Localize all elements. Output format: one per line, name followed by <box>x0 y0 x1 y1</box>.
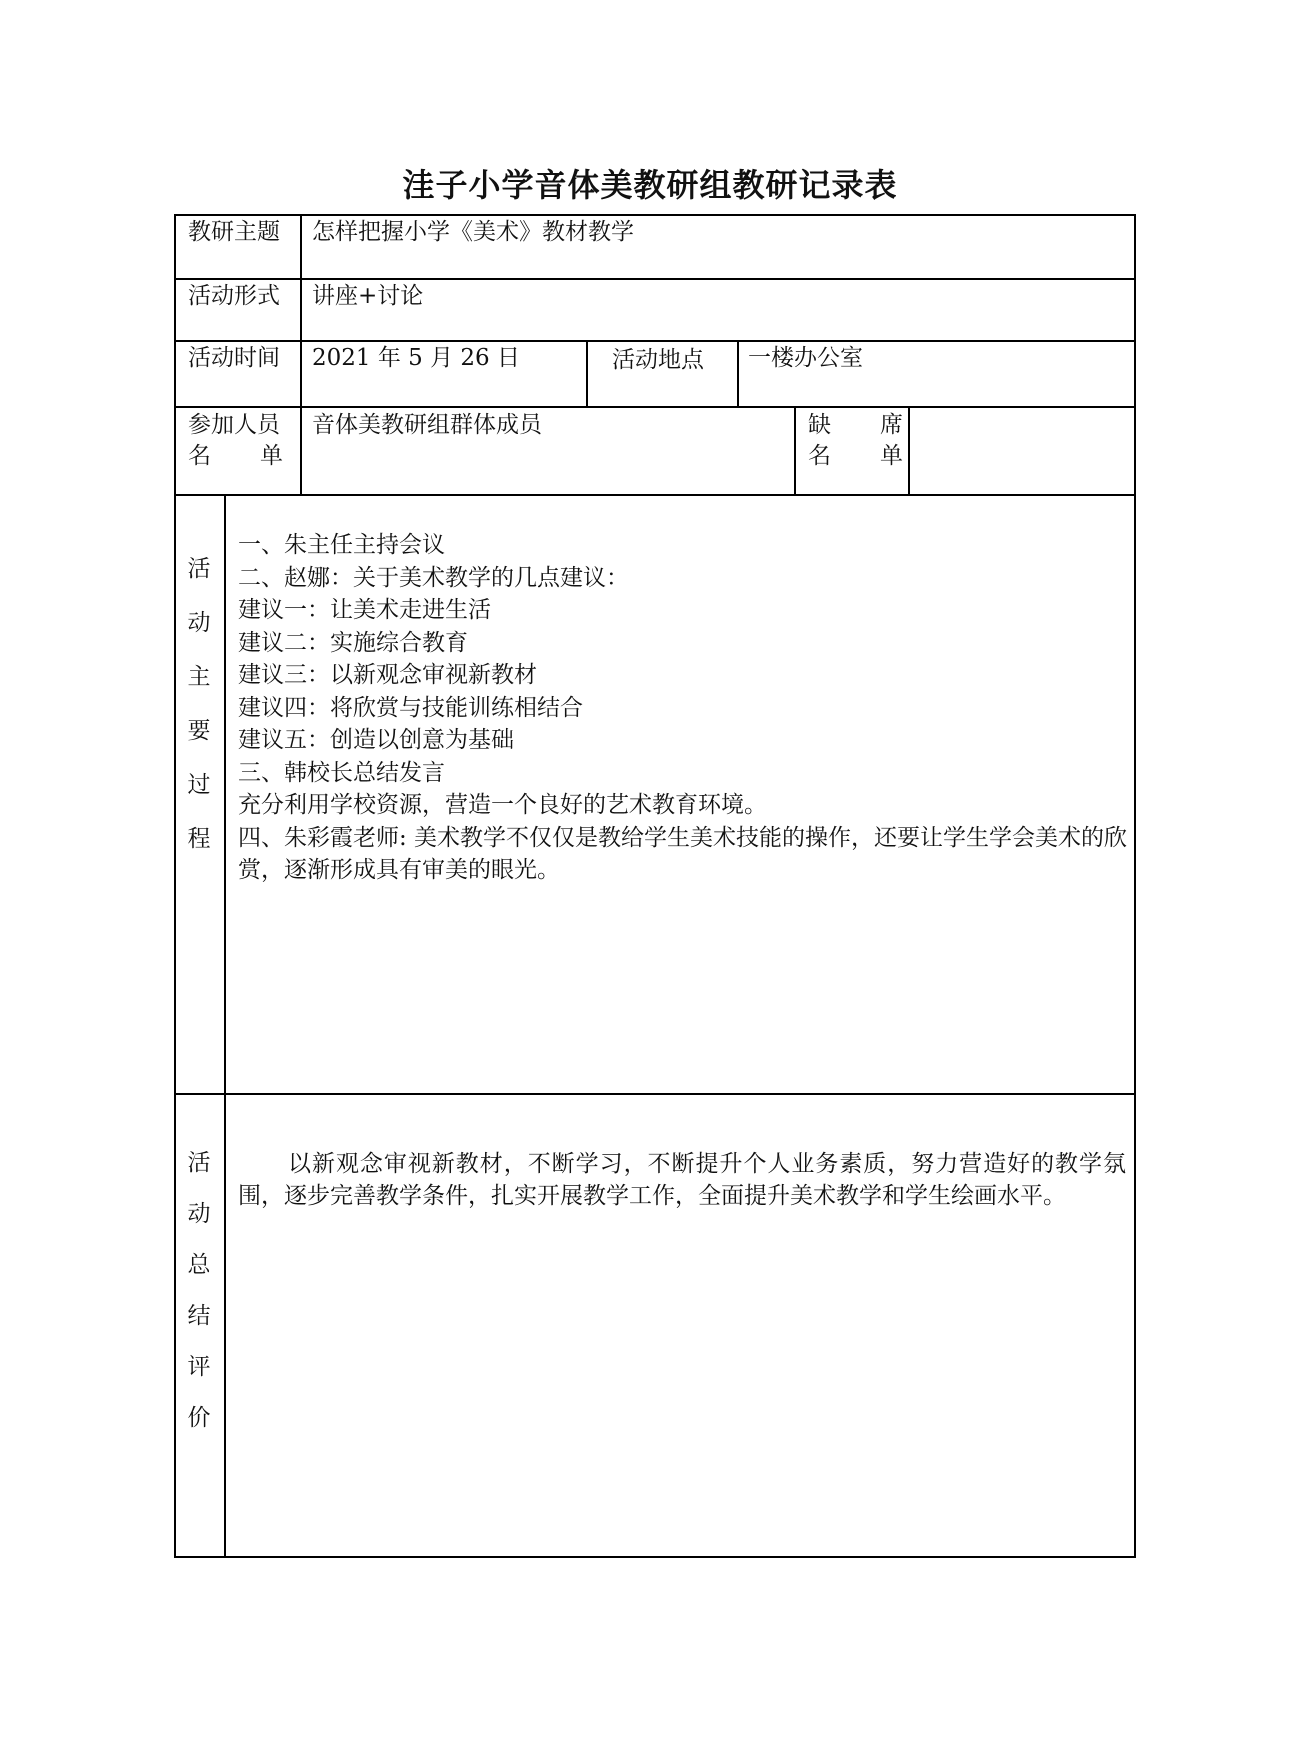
absent-label-char: 单 <box>880 443 903 469</box>
summary-label-char: 评 <box>187 1354 211 1380</box>
time-value: 2021 年 5 月 26 日 <box>312 345 520 371</box>
absent-label-line2 <box>808 440 903 472</box>
process-line: 二、赵娜：关于美术教学的几点建议： <box>238 564 629 591</box>
summary-label-char: 动 <box>187 1201 211 1227</box>
process-line: 充分利用学校资源，营造一个良好的艺术教育环境。 <box>238 792 767 818</box>
process-label-char: 过 <box>187 772 211 798</box>
process-line: 建议一：让美术走进生活 <box>238 597 491 623</box>
participants-value: 音体美教研组群体成员 <box>312 412 542 438</box>
process-label-char: 要 <box>187 718 211 744</box>
topic-value: 怎样把握小学《美术》教材教学 <box>312 219 634 245</box>
format-value: 讲座+讨论 <box>312 283 424 309</box>
summary-text: 以新观念审视新教材，不断学习，不断提升个人业务素质，努力营造好的教学氛围，逐步完善教学条件，扎实开展教学工作，全面提升美术教学和学生绘画水平。 <box>238 1151 1126 1209</box>
location-value: 一楼办公室 <box>748 345 863 371</box>
time-label: 活动时间 <box>188 345 280 371</box>
participants-label-char: 单 <box>260 443 283 469</box>
process-line: 建议四：将欣赏与技能训练相结合 <box>238 694 583 721</box>
process-line: 四、朱彩霞老师: 美术教学不仅仅是教给学生美术技能的操作，还要让学生学会美术的欣赏，逐渐形成具有审美的眼光。 <box>238 824 1128 883</box>
summary-label-char: 结 <box>187 1303 211 1329</box>
process-line: 三、韩校长总结发言 <box>238 759 445 786</box>
process-label-char: 活 <box>187 556 211 582</box>
absent-label-char: 缺 <box>808 412 831 438</box>
process-content <box>238 529 1128 887</box>
process-line: 建议三：以新观念审视新教材 <box>238 662 537 688</box>
summary-label-char: 活 <box>187 1150 211 1176</box>
location-label: 活动地点 <box>612 347 704 373</box>
process-line: 建议二：实施综合教育 <box>238 629 468 656</box>
process-label <box>176 550 222 874</box>
summary-label <box>176 1144 222 1450</box>
process-label-char: 程 <box>187 826 211 852</box>
absent-label-char: 席 <box>880 412 903 438</box>
format-label: 活动形式 <box>188 283 280 309</box>
absent-label-line1 <box>808 409 903 441</box>
process-label-char: 动 <box>187 610 211 636</box>
process-line: 一、朱主任主持会议 <box>238 532 445 558</box>
summary-label-char: 总 <box>187 1252 211 1278</box>
participants-label-line1: 参加人员 <box>188 412 280 438</box>
participants-label-char: 名 <box>188 443 211 469</box>
absent-label-char: 名 <box>808 443 831 469</box>
summary-label-char: 价 <box>187 1405 211 1431</box>
topic-label: 教研主题 <box>188 219 280 245</box>
document-title: 洼子小学音体美教研组教研记录表 <box>402 166 898 204</box>
process-label-char: 主 <box>187 664 211 690</box>
process-line: 建议五：创造以创意为基础 <box>238 727 514 753</box>
participants-label-line2 <box>188 440 283 472</box>
